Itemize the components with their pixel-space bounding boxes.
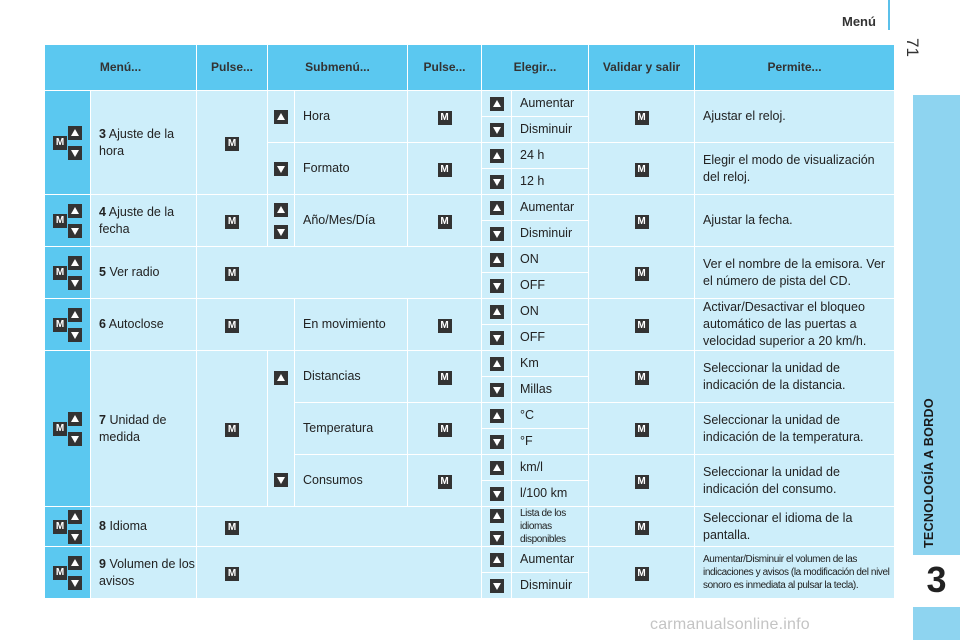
menu-button-icon: M [635, 319, 649, 333]
choice-label: ON [512, 299, 589, 325]
table-row [45, 351, 895, 377]
press-cell [197, 195, 268, 247]
up-arrow-icon [490, 97, 504, 111]
up-arrow-icon [274, 110, 288, 124]
choice-label: Aumentar [512, 91, 589, 117]
choice-label: °C [512, 403, 589, 429]
chapter-number: 3 [926, 559, 947, 600]
table-row [45, 299, 895, 325]
header-submenu: Submenú... [268, 45, 408, 91]
press-cell [197, 299, 295, 351]
choice-label: Lista de los idiomas disponibles [512, 507, 589, 547]
down-arrow-icon [490, 331, 504, 345]
up-arrow-icon [490, 149, 504, 163]
menu-buttons-cell [45, 299, 91, 351]
validate-cell [589, 143, 695, 195]
table-row [45, 195, 895, 221]
up-arrow-icon [490, 305, 504, 319]
submenu-arrow-cell [268, 351, 295, 507]
press-cell [408, 299, 482, 351]
menu-item-cell [91, 299, 197, 351]
choice-label: 12 h [512, 169, 589, 195]
choice-label: OFF [512, 325, 589, 351]
menu-table [44, 44, 895, 599]
menu-button-icon: M [225, 319, 239, 333]
choice-arrow-cell [482, 169, 512, 195]
menu-button-icon: M [225, 215, 239, 229]
choice-arrow-cell [482, 91, 512, 117]
choice-label: Disminuir [512, 573, 589, 599]
validate-cell [589, 299, 695, 351]
result-text: Ajustar el reloj. [695, 91, 895, 143]
header-press-1: Pulse... [197, 45, 268, 91]
press-cell [197, 351, 268, 507]
down-arrow-icon [490, 227, 504, 241]
menu-item-label: Ajuste de la hora [99, 126, 175, 158]
menu-buttons-cell [45, 195, 91, 247]
choice-arrow-cell [482, 299, 512, 325]
menu-button-icon: M [225, 521, 239, 535]
choice-arrow-cell [482, 455, 512, 481]
up-arrow-icon [68, 204, 82, 218]
menu-button-icon: M [635, 423, 649, 437]
header-allows: Permite... [695, 45, 895, 91]
choice-arrow-cell [482, 325, 512, 351]
choice-arrow-cell [482, 429, 512, 455]
menu-number: 9 [99, 556, 106, 571]
up-arrow-icon [68, 510, 82, 524]
result-text: Aumentar/Disminuir el volumen de las indicaciones y avisos (la modificación del nivel sonoro es inmediata al pulsar la tecla). [695, 547, 895, 599]
menu-button-icon: M [438, 111, 452, 125]
down-arrow-icon [490, 579, 504, 593]
menu-button-icon: M [438, 163, 452, 177]
down-arrow-icon [490, 175, 504, 189]
chapter-label: TECNOLOGÍA A BORDO [922, 398, 936, 548]
result-text: Seleccionar la unidad de indicación de la temperatura. [695, 403, 895, 455]
validate-cell [589, 403, 695, 455]
menu-button-icon: M [438, 215, 452, 229]
up-arrow-icon [490, 461, 504, 475]
menu-item-label: Ajuste de la fecha [99, 204, 175, 236]
menu-button-icon: M [225, 423, 239, 437]
choice-label: °F [512, 429, 589, 455]
down-arrow-icon [490, 383, 504, 397]
choice-label: Millas [512, 377, 589, 403]
menu-button-icon: M [53, 422, 67, 436]
choice-arrow-cell [482, 117, 512, 143]
choice-label: Disminuir [512, 117, 589, 143]
menu-item-label: Autoclose [108, 317, 164, 331]
menu-button-icon: M [53, 136, 67, 150]
menu-buttons-cell [45, 507, 91, 547]
down-arrow-icon [274, 225, 288, 239]
table-row [45, 547, 895, 573]
press-cell [408, 351, 482, 403]
header-press-2: Pulse... [408, 45, 482, 91]
validate-cell [589, 455, 695, 507]
menu-button-icon: M [635, 475, 649, 489]
menu-buttons-cell [45, 351, 91, 507]
menu-button-icon: M [635, 371, 649, 385]
up-arrow-icon [490, 253, 504, 267]
up-arrow-icon [68, 126, 82, 140]
down-arrow-icon [490, 531, 504, 545]
press-cell [408, 455, 482, 507]
menu-number: 4 [99, 204, 106, 219]
validate-cell [589, 547, 695, 599]
choice-arrow-cell [482, 351, 512, 377]
menu-button-icon: M [225, 137, 239, 151]
submenu-arrow-cell [268, 195, 295, 247]
result-text: Ajustar la fecha. [695, 195, 895, 247]
press-cell [408, 403, 482, 455]
down-arrow-icon [274, 473, 288, 487]
submenu-label: Año/Mes/Día [295, 195, 408, 247]
menu-buttons-cell [45, 91, 91, 195]
up-arrow-icon [490, 357, 504, 371]
down-arrow-icon [68, 276, 82, 290]
choice-arrow-cell [482, 481, 512, 507]
validate-cell [589, 195, 695, 247]
result-text: Seleccionar el idioma de la pantalla. [695, 507, 895, 547]
header-divider [888, 0, 890, 30]
up-arrow-icon [68, 412, 82, 426]
menu-item-cell [91, 351, 197, 507]
up-arrow-icon [68, 308, 82, 322]
menu-button-icon: M [225, 267, 239, 281]
press-cell [197, 507, 482, 547]
menu-buttons-cell [45, 547, 91, 599]
choice-arrow-cell [482, 547, 512, 573]
menu-buttons-cell [45, 247, 91, 299]
menu-number: 5 [99, 265, 106, 279]
watermark-text: carmanualsonline.info [650, 616, 810, 633]
down-arrow-icon [490, 487, 504, 501]
up-arrow-icon [68, 256, 82, 270]
up-arrow-icon [68, 556, 82, 570]
result-text: Activar/Desactivar el bloqueo automático de las puertas a velocidad superior a 20 km/h. [695, 299, 895, 351]
choice-arrow-cell [482, 195, 512, 221]
validate-cell [589, 247, 695, 299]
down-arrow-icon [274, 162, 288, 176]
header-validate: Validar y salir [589, 45, 695, 91]
down-arrow-icon [490, 435, 504, 449]
table-row [45, 91, 895, 117]
submenu-label: Distancias [295, 351, 408, 403]
choice-arrow-cell [482, 143, 512, 169]
submenu-label: Temperatura [295, 403, 408, 455]
page-number: 71 [903, 38, 922, 57]
submenu-label: Consumos [295, 455, 408, 507]
up-arrow-icon [274, 371, 288, 385]
choice-arrow-cell [482, 247, 512, 273]
menu-item-cell [91, 507, 197, 547]
result-text: Ver el nombre de la emisora. Ver el número de pista del CD. [695, 247, 895, 299]
result-text: Seleccionar la unidad de indicación de la distancia. [695, 351, 895, 403]
press-cell [408, 143, 482, 195]
menu-item-label: Unidad de medida [99, 412, 167, 444]
choice-label: l/100 km [512, 481, 589, 507]
menu-item-cell [91, 195, 197, 247]
menu-number: 3 [99, 126, 106, 141]
up-arrow-icon [490, 509, 504, 523]
choice-arrow-cell [482, 221, 512, 247]
choice-label: Km [512, 351, 589, 377]
menu-button-icon: M [438, 319, 452, 333]
chapter-number-box [913, 555, 960, 607]
choice-arrow-cell [482, 507, 512, 547]
choice-label: Aumentar [512, 195, 589, 221]
validate-cell [589, 507, 695, 547]
press-cell [197, 91, 268, 195]
menu-item-label: Volumen de los avisos [99, 556, 195, 588]
menu-number: 6 [99, 317, 106, 331]
down-arrow-icon [68, 224, 82, 238]
menu-number: 7 [99, 412, 106, 427]
choice-arrow-cell [482, 573, 512, 599]
menu-button-icon: M [635, 111, 649, 125]
table-header-row [45, 45, 895, 91]
up-arrow-icon [274, 203, 288, 217]
menu-button-icon: M [438, 475, 452, 489]
menu-button-icon: M [635, 267, 649, 281]
choice-label: Aumentar [512, 547, 589, 573]
menu-number: 8 [99, 519, 106, 533]
up-arrow-icon [490, 553, 504, 567]
table-row [45, 247, 895, 273]
submenu-arrow-cell [268, 91, 295, 143]
down-arrow-icon [68, 530, 82, 544]
page-title: Menú [842, 14, 876, 29]
menu-button-icon: M [635, 215, 649, 229]
menu-button-icon: M [53, 566, 67, 580]
menu-button-icon: M [438, 423, 452, 437]
up-arrow-icon [490, 409, 504, 423]
menu-button-icon: M [53, 318, 67, 332]
down-arrow-icon [68, 328, 82, 342]
header-menu: Menú... [45, 45, 197, 91]
choice-label: 24 h [512, 143, 589, 169]
validate-cell [589, 91, 695, 143]
menu-button-icon: M [635, 163, 649, 177]
result-text: Elegir el modo de visualización del reloj. [695, 143, 895, 195]
menu-button-icon: M [438, 371, 452, 385]
up-arrow-icon [490, 201, 504, 215]
submenu-label: En movimiento [295, 299, 408, 351]
choice-label: OFF [512, 273, 589, 299]
menu-button-icon: M [53, 214, 67, 228]
down-arrow-icon [68, 432, 82, 446]
choice-arrow-cell [482, 273, 512, 299]
choice-arrow-cell [482, 377, 512, 403]
down-arrow-icon [68, 146, 82, 160]
menu-button-icon: M [635, 567, 649, 581]
choice-label: km/l [512, 455, 589, 481]
menu-button-icon: M [53, 520, 67, 534]
validate-cell [589, 351, 695, 403]
press-cell [408, 91, 482, 143]
menu-item-label: Idioma [109, 519, 147, 533]
press-cell [197, 547, 482, 599]
menu-item-cell [91, 547, 197, 599]
choice-label: ON [512, 247, 589, 273]
down-arrow-icon [68, 576, 82, 590]
submenu-label: Formato [295, 143, 408, 195]
menu-button-icon: M [53, 266, 67, 280]
submenu-label: Hora [295, 91, 408, 143]
menu-item-label: Ver radio [109, 265, 160, 279]
menu-item-cell [91, 91, 197, 195]
press-cell [197, 247, 482, 299]
press-cell [408, 195, 482, 247]
menu-button-icon: M [635, 521, 649, 535]
choice-label: Disminuir [512, 221, 589, 247]
menu-item-cell [91, 247, 197, 299]
menu-button-icon: M [225, 567, 239, 581]
down-arrow-icon [490, 279, 504, 293]
header-choose: Elegir... [482, 45, 589, 91]
result-text: Seleccionar la unidad de indicación del consumo. [695, 455, 895, 507]
down-arrow-icon [490, 123, 504, 137]
submenu-arrow-cell [268, 143, 295, 195]
choice-arrow-cell [482, 403, 512, 429]
